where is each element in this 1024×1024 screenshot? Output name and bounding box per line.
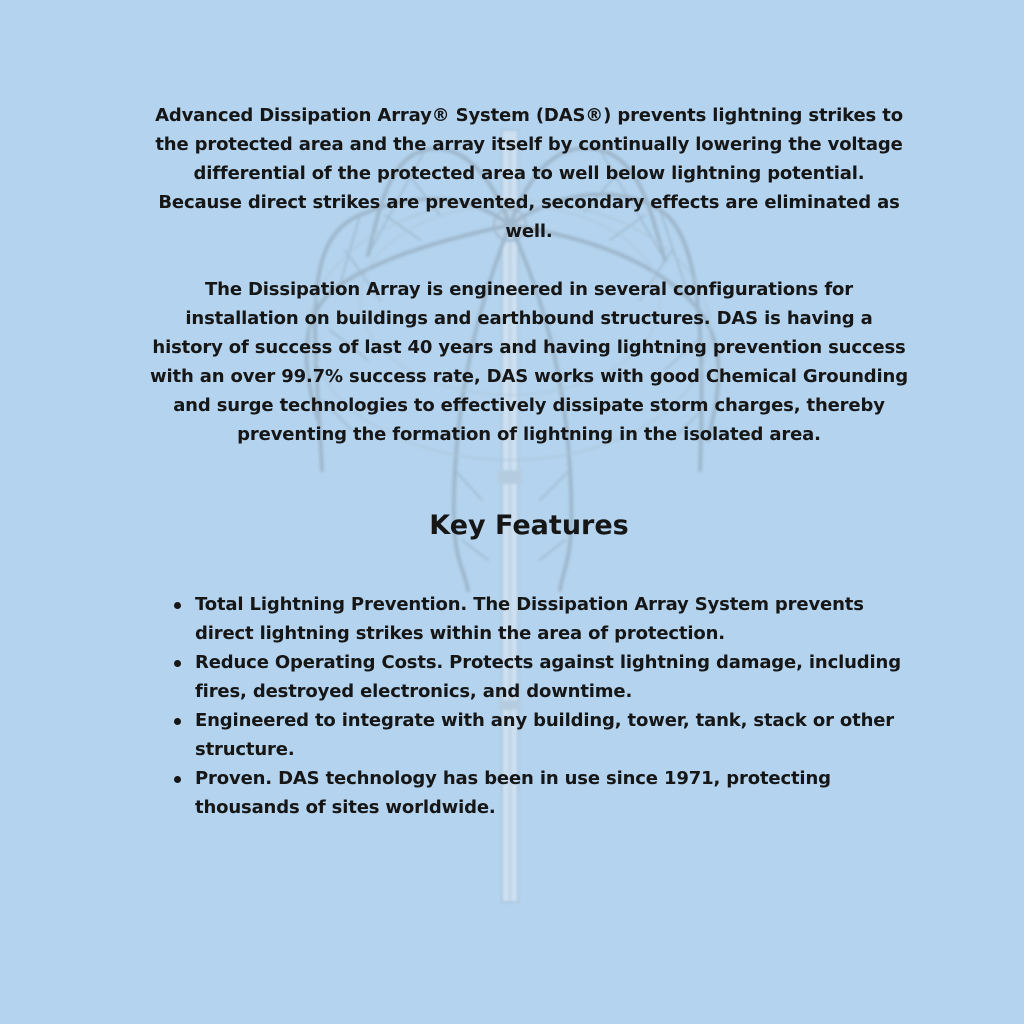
feature-item-text: Total Lightning Prevention. The Dissipation Array System prevents direct lightning strikes within the area of protection. (195, 594, 864, 644)
intro-paragraph-1: Advanced Dissipation Array® System (DAS®) prevents lightning strikes to the protected area and the array itself by continually lowering the voltage differential of the protected area to well below lightning potential. Because direct strikes are prevented, secondary effects are eliminated as well. (155, 105, 903, 242)
feature-item-reduce-operating-costs (174, 648, 914, 706)
feature-item-engineered-to-integrate (174, 706, 914, 764)
bullet-icon (174, 718, 181, 725)
key-features-list (174, 590, 914, 822)
feature-item-text: Engineered to integrate with any building, tower, tank, stack or other structure. (195, 710, 895, 760)
feature-item-proven (174, 764, 914, 822)
bullet-icon (174, 776, 181, 783)
feature-item-text: Reduce Operating Costs. Protects against lightning damage, including fires, destroyed electronics, and downtime. (195, 652, 901, 702)
feature-item-total-lightning-prevention (174, 590, 914, 648)
feature-item-text: Proven. DAS technology has been in use since 1971, protecting thousands of sites worldwide. (195, 768, 831, 818)
key-features-heading: Key Features (429, 510, 629, 541)
intro-paragraph-2: The Dissipation Array is engineered in several configurations for installation on buildings and earthbound structures. DAS is having a history of success of last 40 years and having lightning prevention success with an over 99.7% success rate, DAS works with good Chemical Grounding and surge technologies to effectively dissipate storm charges, thereby preventing the formation of lightning in the isolated area. (150, 279, 908, 445)
bullet-icon (174, 660, 181, 667)
bullet-icon (174, 602, 181, 609)
